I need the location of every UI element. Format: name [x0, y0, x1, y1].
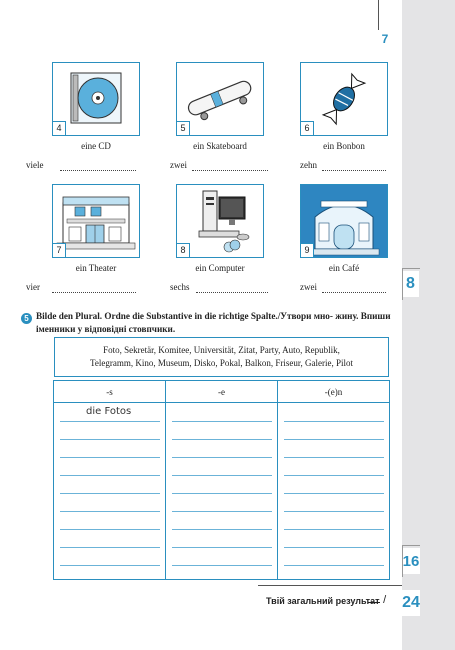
- plural-table: [53, 380, 390, 580]
- writing-line[interactable]: [284, 475, 384, 476]
- writing-line[interactable]: [60, 565, 160, 566]
- task-instruction: Bilde den Plural. Ordne die Substantive in die richtige Spalte./Утвори мно- жину. Впиши іменники у відповідні стовпчики.: [36, 311, 391, 334]
- count-word: sechs: [170, 282, 190, 292]
- writing-line[interactable]: [60, 511, 160, 512]
- picture-number: 7: [53, 243, 66, 257]
- score-blank[interactable]: [368, 602, 380, 603]
- header-divider: [54, 402, 389, 403]
- writing-line[interactable]: [172, 439, 272, 440]
- answer-line[interactable]: [60, 170, 136, 171]
- picture-number: 8: [177, 243, 190, 257]
- writing-line[interactable]: [172, 565, 272, 566]
- picture-number: 6: [301, 121, 314, 135]
- writing-line[interactable]: [172, 421, 272, 422]
- column-header-s: -s: [106, 387, 113, 397]
- picture-theater: [52, 184, 140, 258]
- writing-line[interactable]: [284, 529, 384, 530]
- picture-caption: ein Café: [328, 263, 360, 273]
- sidebar-divider: [402, 545, 403, 577]
- answer-line[interactable]: [196, 292, 268, 293]
- count-word: vier: [26, 282, 40, 292]
- slash-char: /: [383, 594, 387, 606]
- writing-line[interactable]: [172, 529, 272, 530]
- writing-line[interactable]: [284, 493, 384, 494]
- picture-caption: ein Theater: [75, 263, 117, 273]
- picture-number: 5: [177, 121, 190, 135]
- column-divider: [165, 381, 166, 579]
- picture-bonbon: [300, 62, 388, 136]
- count-word: zwei: [300, 282, 317, 292]
- writing-line[interactable]: [284, 547, 384, 548]
- writing-line[interactable]: [284, 421, 384, 422]
- picture-cd: [52, 62, 140, 136]
- task-number-badge: 5: [21, 313, 32, 324]
- word-list-line-2: Telegramm, Kino, Museum, Disko, Pokal, Balkon, Friseur, Galerie, Pilot: [90, 358, 353, 368]
- score-total: 24: [402, 590, 420, 616]
- sidebar-divider: [402, 545, 420, 546]
- writing-line[interactable]: [284, 511, 384, 512]
- column-header-e: -e: [218, 387, 225, 397]
- writing-line[interactable]: [60, 493, 160, 494]
- score-16: 16: [402, 548, 420, 574]
- column-divider: [277, 381, 278, 579]
- answer-line[interactable]: [322, 170, 386, 171]
- writing-line[interactable]: [60, 529, 160, 530]
- sidebar-divider: [402, 268, 420, 269]
- writing-line[interactable]: [284, 565, 384, 566]
- score-8: 8: [402, 271, 419, 297]
- picture-caption: eine CD: [81, 141, 111, 151]
- footer-rule: [258, 585, 402, 586]
- score-slash: [368, 594, 398, 606]
- writing-line[interactable]: [60, 475, 160, 476]
- picture-number: 4: [53, 121, 66, 135]
- writing-line[interactable]: [60, 439, 160, 440]
- answer-line[interactable]: [192, 170, 268, 171]
- count-word: zehn: [300, 160, 317, 170]
- picture-caption: ein Bonbon: [323, 141, 365, 151]
- writing-line[interactable]: [284, 439, 384, 440]
- count-word: viele: [26, 160, 44, 170]
- picture-computer: [176, 184, 264, 258]
- picture-caption: ein Skateboard: [193, 141, 247, 151]
- answer-line[interactable]: [52, 292, 136, 293]
- example-answer: die Fotos: [86, 406, 132, 417]
- total-result-label: Твій загальний результат: [266, 596, 380, 606]
- writing-line[interactable]: [172, 457, 272, 458]
- word-box: [54, 337, 389, 377]
- answer-line[interactable]: [322, 292, 386, 293]
- picture-number: 9: [301, 243, 314, 257]
- picture-skateboard: [176, 62, 264, 136]
- count-word: zwei: [170, 160, 187, 170]
- writing-line[interactable]: [284, 457, 384, 458]
- picture-caption: ein Computer: [195, 263, 245, 273]
- score-7: 7: [378, 30, 392, 48]
- writing-line[interactable]: [172, 493, 272, 494]
- writing-line[interactable]: [172, 475, 272, 476]
- writing-line[interactable]: [60, 421, 160, 422]
- picture-cafe: [300, 184, 388, 258]
- sidebar-divider: [402, 268, 403, 300]
- writing-line[interactable]: [60, 547, 160, 548]
- column-header-en: -(e)n: [324, 387, 343, 397]
- writing-line[interactable]: [60, 457, 160, 458]
- word-list-line-1: Foto, Sekretär, Komitee, Universität, Zitat, Party, Auto, Republik,: [103, 345, 340, 355]
- writing-line[interactable]: [172, 547, 272, 548]
- writing-line[interactable]: [172, 511, 272, 512]
